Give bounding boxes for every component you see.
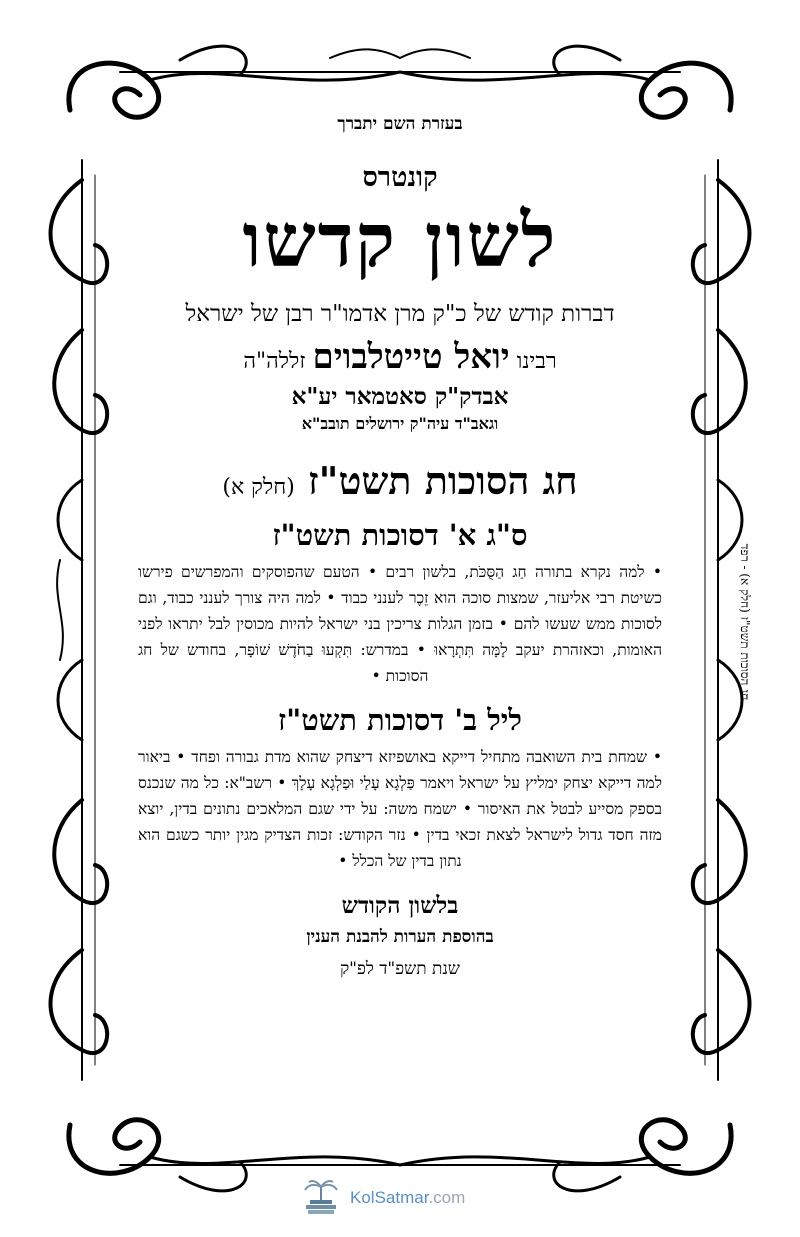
author-suffix: זללה"ה (243, 349, 306, 374)
logo-tld: .com (428, 1188, 466, 1207)
page-side-caption: חג הסוכות תשט"ז (חלק א) - רפד (738, 543, 752, 701)
section-heading: ליל ב' דסוכות תשט"ז (278, 703, 522, 737)
site-logo[interactable] (300, 1178, 500, 1218)
author-position-2: וגאב"ד עיה"ק ירושלים תובב"א (301, 414, 499, 433)
blessing-line: בעזרת השם יתברך (337, 114, 463, 134)
chag-title (120, 458, 680, 504)
title-page (120, 100, 680, 1130)
kuntres-label: קונטרס (362, 162, 438, 193)
section-heading: ס"ג א' דסוכות תשט"ז (272, 518, 528, 552)
notes-note: בהוספת הערות להבנת הענין (306, 927, 494, 947)
book-title: לשון קדשו (242, 198, 558, 284)
section-body: • שמחת בית השואבה מתחיל דייקא באושפיזא דיצחק שהוא מדת גבורה ופחד • ביאור למה דייקא יצחק ימליץ על ישראל ויאמר פַּלְגָא עָלַי וּפַלְגָא עָלָךְ • רשב"א: כל מה שנכנס בספק מסייע לבטל את האיסור • ישמח משה: על ידי שגם המלאכים נתונים בדין, יוצא מזה חסד גדול לישראל לצאת זכאי בדין • נזר הקודש: זכות הצדיק מגין יותר כשגם הוא נתון בדין של הכלל • (138, 748, 662, 870)
author-prefix: רבינו (516, 349, 557, 374)
author-name-line (120, 337, 680, 377)
palm-tree-books-icon (300, 1179, 342, 1217)
logo-wordmark (350, 1188, 465, 1208)
author-name: יואל טייטלבוים (312, 337, 510, 377)
chag-part: (חלק א) (222, 475, 295, 500)
year-line: שנת תשפ"ד לפ"ק (340, 959, 460, 979)
logo-brand: KolSatmar (350, 1188, 429, 1207)
section-body: • למה נקרא בתורה חַג הַסֻּכֹּת, בלשון רבים • הטעם שהפוסקים והמפרשים פירשו כשיטת רבי אליעזר, שמצות סוכה הוא זֵכֶר לענני כבוד • למה היה צורך לענני כבוד, וגם לסוכות ממש שעשו להם • בזמן הגלות צריכין בני ישראל להיות מכוסין לבל יתראו לפני האומות, וכאזהרת יעקב לָמָּה תִּתְרָאוּ • במדרש: תִּקְעוּ בַחֹדֶשׁ שׁוֹפָר, בחודש של חג הסוכות • (138, 563, 662, 685)
author-position-1: אבדק"ק סאטמאר יע"א (291, 383, 509, 410)
chag-name: חג הסוכות תשט"ז (308, 458, 578, 503)
author-subtitle: דברות קודש של כ"ק מרן אדמו"ר רבן של ישראל (185, 301, 615, 327)
language-note: בלשון הקודש (341, 892, 459, 919)
